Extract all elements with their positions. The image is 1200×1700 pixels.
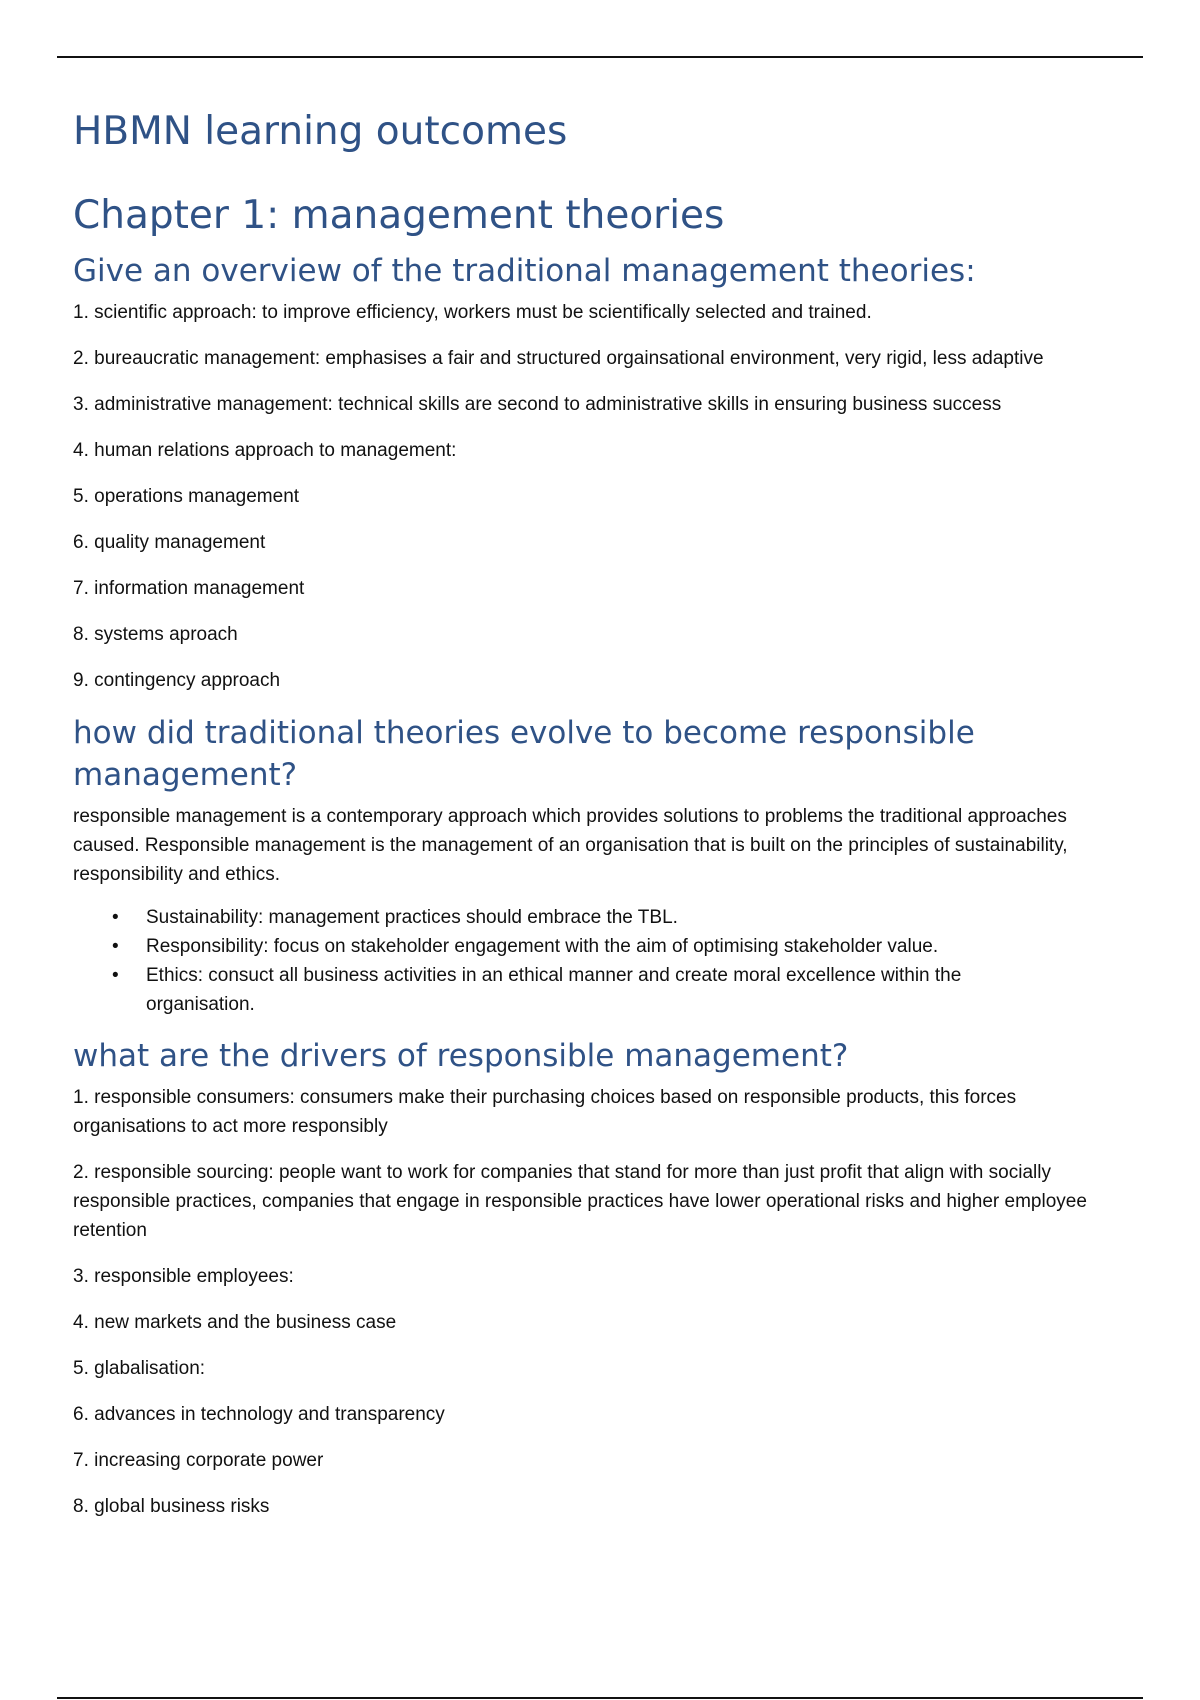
overview-item: 6. quality management — [73, 532, 266, 553]
overview-item: 4. human relations approach to management: — [73, 440, 457, 461]
bullet-icon: • — [112, 936, 119, 957]
list-item-text: Ethics: consuct all business activities in an ethical manner and create moral excellence within the organisation. — [146, 965, 962, 1015]
top-rule — [57, 56, 1143, 58]
drivers-item: 3. responsible employees: — [73, 1266, 294, 1287]
bottom-rule — [57, 1697, 1143, 1699]
drivers-item: 4. new markets and the business case — [73, 1312, 397, 1333]
drivers-item: 7. increasing corporate power — [73, 1450, 324, 1471]
drivers-item: 6. advances in technology and transparency — [73, 1404, 445, 1425]
evolution-heading: how did traditional theories evolve to become responsible management? — [73, 715, 975, 793]
list-item-text: Responsibility: focus on stakeholder engagement with the aim of optimising stakeholder value. — [146, 936, 939, 957]
list-item — [73, 961, 1066, 1019]
list-item — [73, 932, 1066, 961]
chapter-title: Chapter 1: management theories — [73, 193, 725, 238]
list-item-text: Sustainability: management practices should embrace the TBL. — [146, 907, 678, 928]
drivers-item: 5. glabalisation: — [73, 1358, 206, 1379]
bullet-icon: • — [112, 965, 119, 986]
drivers-item: 1. responsible consumers: consumers make their purchasing choices based on responsible products, this forces organisations to act more responsibly — [73, 1087, 1017, 1137]
overview-heading: Give an overview of the traditional management theories: — [73, 253, 976, 289]
bullet-icon: • — [112, 907, 119, 928]
overview-item: 9. contingency approach — [73, 670, 281, 691]
list-item — [73, 903, 1066, 932]
drivers-item: 8. global business risks — [73, 1496, 270, 1517]
document-page — [73, 100, 1133, 1538]
overview-item: 2. bureaucratic management: emphasises a fair and structured orgainsational environment, very rigid, less adaptive — [73, 348, 1044, 369]
drivers-heading: what are the drivers of responsible management? — [73, 1038, 849, 1074]
drivers-item: 2. responsible sourcing: people want to work for companies that stand for more than just profit that align with socially responsible practices, companies that engage in responsible practices have lower operational risks and higher employee retention — [73, 1162, 1087, 1241]
evolution-paragraph: responsible management is a contemporary approach which provides solutions to problems the traditional approaches caused. Responsible management is the management of an organisation that is built on the principles of sustainability, responsibility and ethics. — [73, 806, 1068, 885]
overview-item: 1. scientific approach: to improve efficiency, workers must be scientifically selected and trained. — [73, 302, 872, 323]
principles-list — [73, 903, 1133, 1019]
overview-item: 5. operations management — [73, 486, 300, 507]
overview-item: 7. information management — [73, 578, 305, 599]
document-title: HBMN learning outcomes — [73, 109, 568, 154]
overview-item: 3. administrative management: technical skills are second to administrative skills in ensuring business success — [73, 394, 1002, 415]
overview-item: 8. systems aproach — [73, 624, 238, 645]
